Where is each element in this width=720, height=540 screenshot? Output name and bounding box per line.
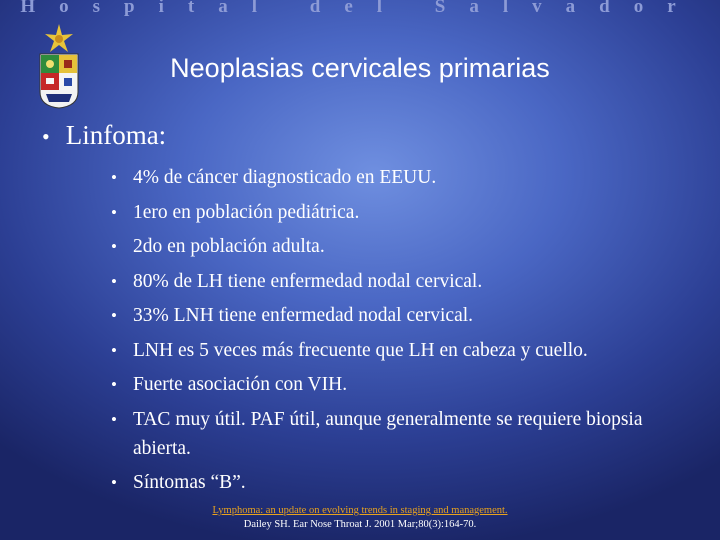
list-item	[111, 198, 691, 227]
list-item	[111, 232, 691, 261]
main-bullet	[42, 120, 166, 151]
list-item-text: TAC muy útil. PAF útil, aunque generalmente se requiere biopsia abierta.	[133, 408, 643, 459]
list-item-text: 33% LNH tiene enfermedad nodal cervical.	[133, 305, 474, 326]
list-item-text: Síntomas “B”.	[133, 472, 246, 493]
bullet-icon: •	[111, 473, 117, 492]
bullet-icon: •	[111, 306, 117, 325]
bullet-icon: •	[42, 124, 50, 149]
bullet-icon: •	[111, 237, 117, 256]
list-item	[111, 336, 691, 365]
bullet-icon: •	[111, 409, 117, 429]
list-item-text: 80% de LH tiene enfermedad nodal cervical.	[133, 270, 483, 292]
list-item-text: Fuerte asociación con VIH.	[133, 374, 348, 395]
list-item	[111, 468, 691, 497]
list-item	[111, 370, 691, 399]
list-item-text: 2do en población adulta.	[133, 236, 325, 257]
bullet-icon: •	[111, 340, 117, 360]
reference-citation: Dailey SH. Ear Nose Throat J. 2001 Mar;80(3):164-70.	[243, 519, 477, 530]
list-item	[111, 301, 691, 330]
list-item	[111, 405, 691, 463]
bullet-icon: •	[111, 375, 117, 394]
list-item-text: 4% de cáncer diagnosticado en EEUU.	[133, 167, 437, 188]
bullet-icon: •	[111, 168, 117, 187]
reference-footer	[0, 504, 720, 532]
list-item-text: LNH es 5 veces más frecuente que LH en cabeza y cuello.	[133, 339, 588, 361]
bullet-list	[111, 163, 691, 503]
list-item-text: 1ero en población pediátrica.	[133, 201, 360, 223]
slide-title: Neoplasias cervicales primarias	[170, 53, 550, 83]
hospital-name: Hospital del Salvador	[20, 0, 700, 17]
bullet-icon: •	[111, 271, 117, 291]
list-item	[111, 163, 691, 192]
bullet-icon: •	[111, 202, 117, 222]
list-item	[111, 267, 691, 296]
main-bullet-text: Linfoma:	[65, 120, 167, 150]
reference-link[interactable]: Lymphoma: an update on evolving trends in staging and management.	[212, 505, 508, 516]
